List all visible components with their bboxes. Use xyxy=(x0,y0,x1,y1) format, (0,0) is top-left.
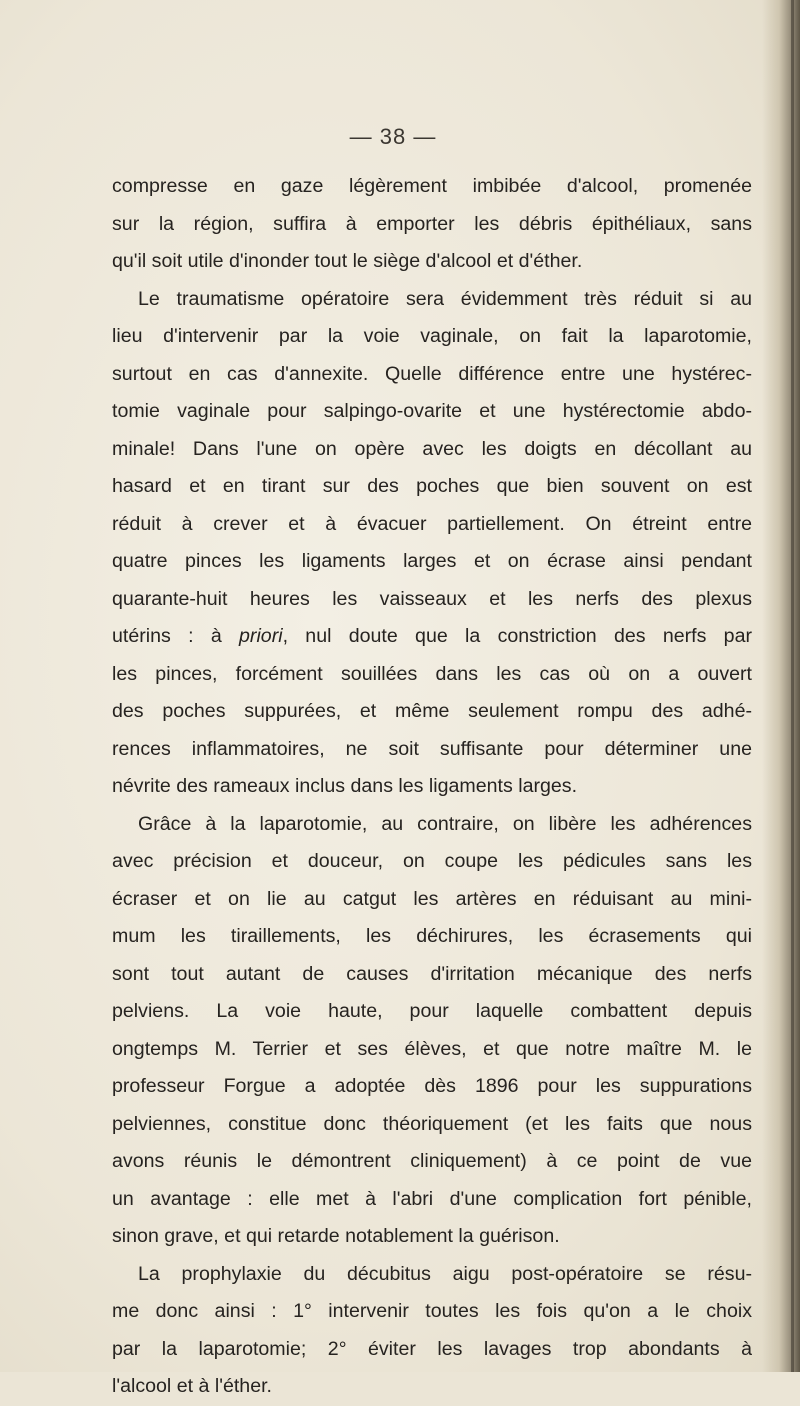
text-line: Le traumatisme opératoire sera évidemment très réduit si au xyxy=(138,287,752,310)
text-segment: utérins : à xyxy=(112,625,240,647)
text-line: réduit à crever et à évacuer partiellement. On étreint entre xyxy=(112,512,752,535)
text-line: surtout en cas d'annexite. Quelle différence entre une hystérec- xyxy=(112,362,752,385)
text-line: quatre pinces les ligaments larges et on écrase ainsi pendant xyxy=(112,550,752,572)
text-line: qu'il soit utile d'inonder tout le siège d'alcool et d'éther. xyxy=(112,250,583,272)
text-line: hasard et en tirant sur des poches que bien souvent on est xyxy=(112,475,752,497)
italic-phrase: priori xyxy=(239,625,283,647)
text-line: un avantage : elle met à l'abri d'une complication fort pénible, xyxy=(112,1187,752,1210)
text-line: les pinces, forcément souillées dans les cas où on a ouvert xyxy=(112,662,752,685)
text-line: me donc ainsi : 1° intervenir toutes les fois qu'on a le choix xyxy=(112,1300,752,1322)
page-number: — 38 — xyxy=(349,124,437,149)
text-line: quarante-huit heures les vaisseaux et les nerfs des plexus xyxy=(112,587,752,610)
text-segment: , nul doute que la constriction des nerfs par xyxy=(282,625,752,647)
text-line: lieu d'intervenir par la voie vaginale, on fait la laparotomie, xyxy=(112,325,752,347)
text-line: névrite des rameaux inclus dans les ligaments larges. xyxy=(112,775,578,797)
text-line: avons réunis le démontrent cliniquement) à ce point de vue xyxy=(112,1150,752,1172)
text-line: par la laparotomie; 2° éviter les lavages trop abondants à xyxy=(112,1337,752,1360)
text-line: pelviens. La voie haute, pour laquelle combattent depuis xyxy=(112,1000,752,1022)
text-line: Grâce à la laparotomie, au contraire, on libère les adhérences xyxy=(138,812,752,835)
body-text xyxy=(112,168,752,1406)
text-line: des poches suppurées, et même seulement rompu des adhé- xyxy=(112,700,752,722)
text-line: avec précision et douceur, on coupe les pédicules sans les xyxy=(112,850,752,872)
text-line: écraser et on lie au catgut les artères en réduisant au mini- xyxy=(112,887,752,910)
text-line: l'alcool et à l'éther. xyxy=(112,1375,272,1397)
text-line: sinon grave, et qui retarde notablement la guérison. xyxy=(112,1225,560,1247)
text-line: sur la région, suffira à emporter les débris épithéliaux, sans xyxy=(112,212,752,235)
text-line: ongtemps M. Terrier et ses élèves, et que notre maître M. le xyxy=(112,1037,752,1060)
text-line: rences inflammatoires, ne soit suffisante pour déterminer une xyxy=(112,737,752,760)
text-line: tomie vaginale pour salpingo-ovarite et une hystérectomie abdo- xyxy=(112,400,752,422)
text-line xyxy=(112,618,752,656)
text-line: sont tout autant de causes d'irritation mécanique des nerfs xyxy=(112,962,752,985)
text-line: pelviennes, constitue donc théoriquement (et les faits que nous xyxy=(112,1112,752,1135)
text-line: compresse en gaze légèrement imbibée d'alcool, promenée xyxy=(112,175,752,197)
text-line: mum les tiraillements, les déchirures, les écrasements qui xyxy=(112,925,752,947)
book-spine-edge xyxy=(791,0,794,1372)
text-line: professeur Forgue a adoptée dès 1896 pour les suppurations xyxy=(112,1075,752,1097)
text-line: La prophylaxie du décubitus aigu post-opératoire se résu- xyxy=(138,1262,752,1285)
book-spine-shadow xyxy=(762,0,800,1372)
text-line: minale! Dans l'une on opère avec les doigts en décollant au xyxy=(112,437,752,460)
